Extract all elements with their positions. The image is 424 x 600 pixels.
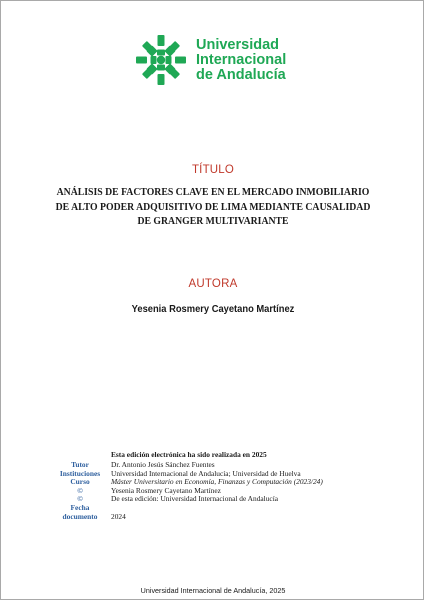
meta-label-copyright-author: ©	[77, 485, 83, 495]
meta-course: Máster Universitario en Economía, Finanzas y Computación (2023/24)	[111, 477, 323, 487]
university-name	[196, 38, 286, 83]
meta-tutor: Dr. Antonio Jesús Sánchez Fuentes	[111, 460, 215, 469]
thesis-title	[46, 186, 381, 230]
edition-note: Esta edición electrónica ha sido realizada en 2025	[111, 450, 267, 459]
meta-copyright-author: Yesenia Rosmery Cayetano Martínez	[111, 485, 221, 495]
thesis-title-line-2: DE ALTO PODER ADQUISITIVO DE LIMA MEDIANTE CAUSALIDAD	[55, 201, 371, 213]
meta-label-copyright-edition: ©	[77, 494, 83, 504]
meta-label-course: Curso	[70, 477, 90, 487]
page-footer: Universidad Internacional de Andalucía, 2025	[140, 586, 286, 595]
university-name-line-3: de Andalucía	[196, 67, 286, 83]
meta-copyright-edition: De esta edición: Universidad Internacional de Andalucía	[111, 494, 279, 504]
meta-institutions: Universidad Internacional de Andalucía; Universidad de Huelva	[111, 468, 301, 478]
meta-label-institutions: Instituciones	[59, 468, 101, 478]
thesis-title-line-1: ANÁLISIS DE FACTORES CLAVE EN EL MERCADO INMOBILIARIO	[56, 187, 370, 198]
metadata-labels	[59, 461, 101, 521]
author-name: Yesenia Rosmery Cayetano Martínez	[131, 304, 295, 315]
meta-spacer	[111, 504, 323, 513]
author-heading: AUTORA	[188, 278, 238, 290]
meta-label-tutor: Tutor	[71, 460, 89, 469]
university-name-line-1: Universidad	[196, 37, 279, 53]
university-logo	[135, 34, 295, 86]
uia-logo-icon	[135, 34, 187, 86]
meta-label-document: documento	[62, 511, 98, 521]
meta-label-date: Fecha	[70, 502, 90, 512]
university-name-line-2: Internacional	[196, 52, 287, 68]
thesis-title-line-3: DE GRANGER MULTIVARIANTE	[137, 216, 289, 228]
meta-date: 2024	[111, 511, 126, 521]
metadata-values	[111, 461, 323, 521]
title-heading: TÍTULO	[191, 164, 235, 176]
